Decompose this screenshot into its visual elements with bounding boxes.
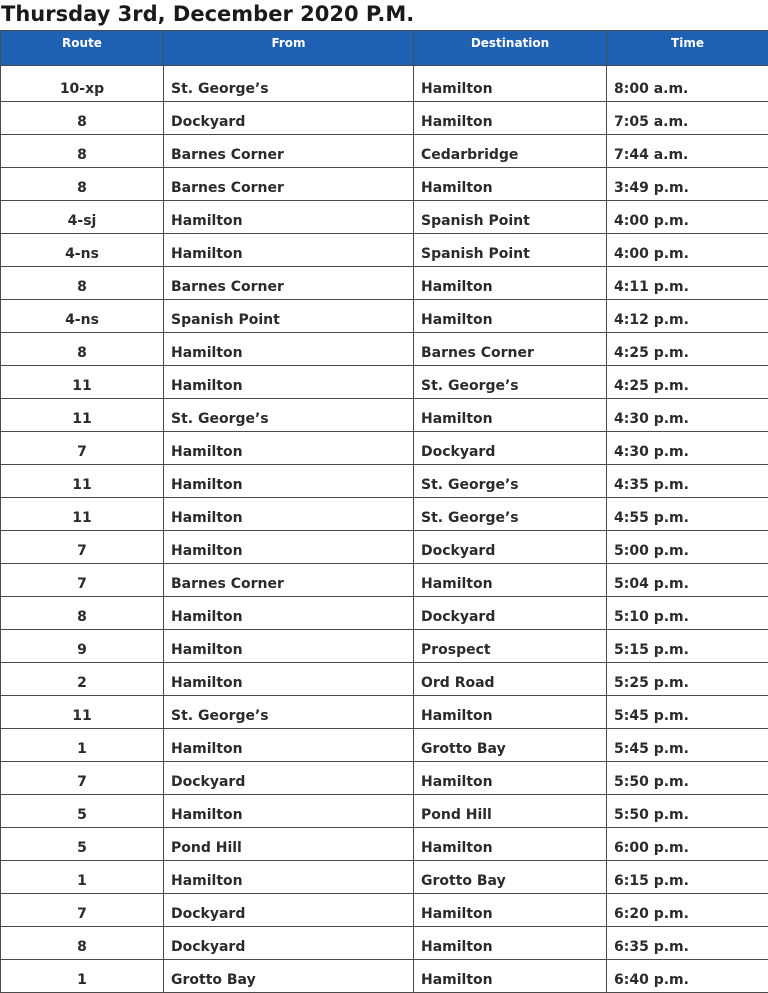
table-row xyxy=(1,66,768,102)
cell-route: 5 xyxy=(1,795,164,828)
cell-destination: St. George’s xyxy=(414,366,607,399)
cell-route: 8 xyxy=(1,267,164,300)
cell-from: Barnes Corner xyxy=(164,564,414,597)
cell-destination: Hamilton xyxy=(414,762,607,795)
cell-route: 7 xyxy=(1,531,164,564)
cell-destination: St. George’s xyxy=(414,465,607,498)
cell-from: Hamilton xyxy=(164,498,414,531)
table-row xyxy=(1,201,768,234)
cell-destination: Dockyard xyxy=(414,531,607,564)
cell-destination: Grotto Bay xyxy=(414,729,607,762)
table-row xyxy=(1,168,768,201)
cell-from: Hamilton xyxy=(164,366,414,399)
table-row xyxy=(1,861,768,894)
cell-route: 1 xyxy=(1,729,164,762)
table-row xyxy=(1,531,768,564)
cell-time: 5:15 p.m. xyxy=(607,630,768,663)
cell-route: 11 xyxy=(1,498,164,531)
cell-destination: Cedarbridge xyxy=(414,135,607,168)
cell-destination: St. George’s xyxy=(414,498,607,531)
cell-from: Hamilton xyxy=(164,597,414,630)
cell-destination: Hamilton xyxy=(414,960,607,993)
cell-destination: Hamilton xyxy=(414,300,607,333)
table-row xyxy=(1,894,768,927)
cell-time: 6:00 p.m. xyxy=(607,828,768,861)
cell-time: 4:30 p.m. xyxy=(607,399,768,432)
cell-from: St. George’s xyxy=(164,66,414,102)
cell-route: 7 xyxy=(1,762,164,795)
table-row xyxy=(1,102,768,135)
cell-time: 4:35 p.m. xyxy=(607,465,768,498)
cell-route: 1 xyxy=(1,861,164,894)
cell-from: Barnes Corner xyxy=(164,135,414,168)
table-row xyxy=(1,960,768,993)
table-header xyxy=(1,31,768,66)
table-row xyxy=(1,432,768,465)
cell-time: 7:05 a.m. xyxy=(607,102,768,135)
cell-destination: Hamilton xyxy=(414,564,607,597)
cell-route: 8 xyxy=(1,927,164,960)
cell-time: 5:25 p.m. xyxy=(607,663,768,696)
cell-route: 4-ns xyxy=(1,300,164,333)
cell-time: 5:45 p.m. xyxy=(607,696,768,729)
cell-route: 11 xyxy=(1,465,164,498)
cell-from: Spanish Point xyxy=(164,300,414,333)
table-row xyxy=(1,135,768,168)
cell-destination: Spanish Point xyxy=(414,234,607,267)
cell-time: 5:00 p.m. xyxy=(607,531,768,564)
cell-route: 1 xyxy=(1,960,164,993)
cell-route: 8 xyxy=(1,333,164,366)
table-row xyxy=(1,795,768,828)
table-row xyxy=(1,729,768,762)
cell-from: Hamilton xyxy=(164,795,414,828)
cell-from: Hamilton xyxy=(164,432,414,465)
cell-route: 7 xyxy=(1,432,164,465)
cell-from: Hamilton xyxy=(164,861,414,894)
cell-from: Dockyard xyxy=(164,762,414,795)
column-header-time: Time xyxy=(607,31,768,66)
cell-time: 5:10 p.m. xyxy=(607,597,768,630)
cell-route: 11 xyxy=(1,696,164,729)
cell-time: 4:25 p.m. xyxy=(607,366,768,399)
cell-from: Dockyard xyxy=(164,894,414,927)
cell-from: Hamilton xyxy=(164,630,414,663)
cell-time: 8:00 a.m. xyxy=(607,66,768,102)
cell-from: Hamilton xyxy=(164,465,414,498)
cell-destination: Hamilton xyxy=(414,927,607,960)
table-row xyxy=(1,762,768,795)
cell-time: 5:45 p.m. xyxy=(607,729,768,762)
table-row xyxy=(1,366,768,399)
cell-destination: Ord Road xyxy=(414,663,607,696)
cell-route: 7 xyxy=(1,894,164,927)
cell-time: 6:35 p.m. xyxy=(607,927,768,960)
cell-route: 5 xyxy=(1,828,164,861)
cell-destination: Dockyard xyxy=(414,597,607,630)
cell-from: Pond Hill xyxy=(164,828,414,861)
cell-time: 4:25 p.m. xyxy=(607,333,768,366)
cell-destination: Spanish Point xyxy=(414,201,607,234)
table-body xyxy=(1,66,768,993)
cell-destination: Hamilton xyxy=(414,168,607,201)
table-row xyxy=(1,300,768,333)
cell-time: 4:00 p.m. xyxy=(607,234,768,267)
cell-from: Hamilton xyxy=(164,234,414,267)
cell-route: 2 xyxy=(1,663,164,696)
cell-route: 4-sj xyxy=(1,201,164,234)
cell-from: Barnes Corner xyxy=(164,267,414,300)
cell-route: 11 xyxy=(1,366,164,399)
cell-destination: Hamilton xyxy=(414,267,607,300)
cell-route: 8 xyxy=(1,102,164,135)
cell-time: 4:12 p.m. xyxy=(607,300,768,333)
cell-from: Dockyard xyxy=(164,927,414,960)
cell-destination: Hamilton xyxy=(414,696,607,729)
cell-route: 8 xyxy=(1,135,164,168)
cell-from: Dockyard xyxy=(164,102,414,135)
column-header-from: From xyxy=(164,31,414,66)
cell-from: Grotto Bay xyxy=(164,960,414,993)
table-row xyxy=(1,927,768,960)
cell-destination: Dockyard xyxy=(414,432,607,465)
table-row xyxy=(1,333,768,366)
cell-route: 9 xyxy=(1,630,164,663)
cell-time: 6:15 p.m. xyxy=(607,861,768,894)
table-row xyxy=(1,465,768,498)
cell-from: Hamilton xyxy=(164,729,414,762)
cell-destination: Pond Hill xyxy=(414,795,607,828)
column-header-route: Route xyxy=(1,31,164,66)
table-row xyxy=(1,696,768,729)
cell-destination: Barnes Corner xyxy=(414,333,607,366)
cell-from: Hamilton xyxy=(164,663,414,696)
cell-destination: Hamilton xyxy=(414,894,607,927)
table-row xyxy=(1,267,768,300)
cell-time: 3:49 p.m. xyxy=(607,168,768,201)
cell-from: Hamilton xyxy=(164,201,414,234)
table-row xyxy=(1,828,768,861)
cell-destination: Hamilton xyxy=(414,102,607,135)
cell-destination: Hamilton xyxy=(414,828,607,861)
cell-route: 7 xyxy=(1,564,164,597)
cell-route: 4-ns xyxy=(1,234,164,267)
cell-from: St. George’s xyxy=(164,696,414,729)
cell-destination: Hamilton xyxy=(414,66,607,102)
cell-route: 10-xp xyxy=(1,66,164,102)
cell-destination: Hamilton xyxy=(414,399,607,432)
table-row xyxy=(1,630,768,663)
cell-from: Barnes Corner xyxy=(164,168,414,201)
cell-time: 4:11 p.m. xyxy=(607,267,768,300)
table-row xyxy=(1,597,768,630)
cell-time: 6:40 p.m. xyxy=(607,960,768,993)
cell-destination: Grotto Bay xyxy=(414,861,607,894)
cell-from: St. George’s xyxy=(164,399,414,432)
header-row xyxy=(1,31,768,66)
cell-from: Hamilton xyxy=(164,531,414,564)
cell-time: 4:30 p.m. xyxy=(607,432,768,465)
cell-time: 7:44 a.m. xyxy=(607,135,768,168)
cell-destination: Prospect xyxy=(414,630,607,663)
cell-time: 4:55 p.m. xyxy=(607,498,768,531)
cell-route: 8 xyxy=(1,168,164,201)
table-row xyxy=(1,234,768,267)
cell-from: Hamilton xyxy=(164,333,414,366)
cell-route: 8 xyxy=(1,597,164,630)
column-header-destination: Destination xyxy=(414,31,607,66)
cell-time: 5:04 p.m. xyxy=(607,564,768,597)
table-row xyxy=(1,564,768,597)
cell-time: 5:50 p.m. xyxy=(607,762,768,795)
table-row xyxy=(1,663,768,696)
bus-schedule-table xyxy=(0,30,768,993)
cell-time: 5:50 p.m. xyxy=(607,795,768,828)
cell-route: 11 xyxy=(1,399,164,432)
table-row xyxy=(1,399,768,432)
table-row xyxy=(1,498,768,531)
cell-time: 4:00 p.m. xyxy=(607,201,768,234)
cell-time: 6:20 p.m. xyxy=(607,894,768,927)
page-title: Thursday 3rd, December 2020 P.M. xyxy=(1,0,414,30)
